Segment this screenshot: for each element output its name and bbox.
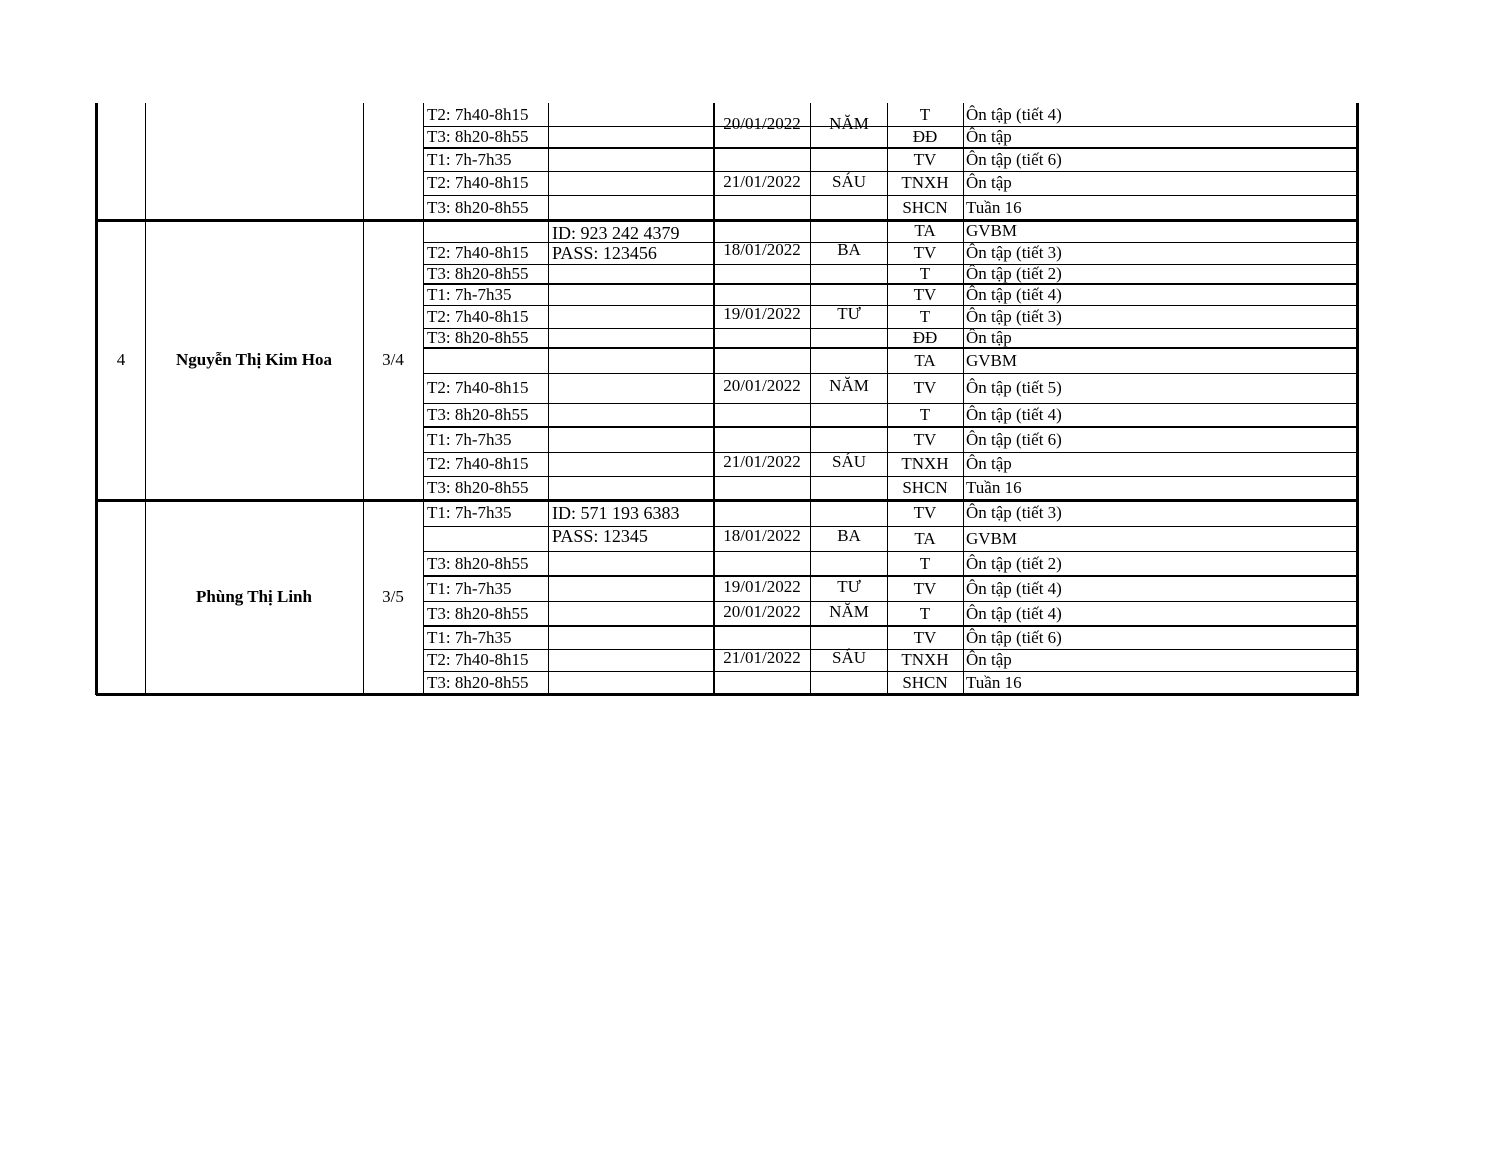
subject-code: T: [919, 604, 931, 623]
row-line: [423, 373, 1357, 374]
lesson-content: Ôn tập: [966, 173, 1012, 192]
col-divider-class: [363, 103, 364, 694]
period-time: T1: 7h-7h35: [427, 285, 512, 304]
col-divider-teacher: [145, 103, 146, 694]
lesson-content: Ôn tập (tiết 5): [966, 378, 1062, 397]
subject-code: T: [919, 264, 931, 283]
lesson-date: 21/01/2022: [723, 648, 801, 667]
period-time: T3: 8h20-8h55: [427, 478, 529, 497]
lesson-content: Ôn tập (tiết 3): [966, 243, 1062, 262]
subject-code: TV: [913, 503, 937, 522]
day-group-line: [423, 347, 1357, 349]
lesson-content: Ôn tập (tiết 4): [966, 604, 1062, 623]
table-border-bottom: [96, 693, 1359, 696]
col-divider-subject: [887, 103, 888, 694]
weekday: NĂM: [829, 114, 869, 133]
weekday: TƯ: [837, 577, 861, 596]
weekday: SÁU: [831, 452, 867, 471]
lesson-content: Ôn tập: [966, 328, 1012, 347]
subject-code: ĐĐ: [912, 328, 938, 347]
period-time: T2: 7h40-8h15: [427, 173, 529, 192]
subject-code: SHCN: [902, 198, 948, 217]
weekday: NĂM: [829, 602, 869, 621]
lesson-date: 20/01/2022: [723, 602, 801, 621]
weekday: SÁU: [831, 648, 867, 667]
subject-code: TV: [913, 243, 937, 262]
meeting-id: ID: 923 242 4379: [552, 223, 680, 243]
period-time: T2: 7h40-8h15: [427, 307, 529, 326]
lesson-content: Tuần 16: [966, 478, 1022, 497]
period-time: T1: 7h-7h35: [427, 150, 512, 169]
lesson-content: Ôn tập: [966, 127, 1012, 146]
class-name: 3/5: [382, 587, 404, 606]
period-time: T2: 7h40-8h15: [427, 454, 529, 473]
weekday: SÁU: [831, 172, 867, 191]
row-line: [423, 476, 1357, 477]
subject-code: TV: [913, 378, 937, 397]
period-time: T3: 8h20-8h55: [427, 554, 529, 573]
row-line: [423, 126, 1357, 127]
period-time: T2: 7h40-8h15: [427, 378, 529, 397]
subject-code: TV: [913, 285, 937, 304]
subject-code: TV: [913, 579, 937, 598]
col-divider-period: [423, 103, 424, 694]
period-time: T1: 7h-7h35: [427, 430, 512, 449]
row-line: [423, 305, 1357, 306]
teacher-name: Nguyễn Thị Kim Hoa: [175, 350, 333, 369]
lesson-content: Ôn tập: [966, 650, 1012, 669]
subject-code: SHCN: [902, 673, 948, 692]
subject-code: T: [919, 307, 931, 326]
subject-code: TNXH: [901, 173, 949, 192]
subject-code: TV: [913, 150, 937, 169]
day-group-line: [423, 625, 1357, 627]
lesson-date: 19/01/2022: [723, 577, 801, 596]
meeting-password: PASS: 123456: [552, 243, 657, 263]
period-time: T1: 7h-7h35: [427, 503, 512, 522]
col-divider-link: [548, 103, 549, 694]
row-line: [423, 403, 1357, 404]
lesson-content: Ôn tập (tiết 4): [966, 285, 1062, 304]
meeting-id: ID: 571 193 6383: [552, 503, 680, 523]
subject-code: TA: [914, 351, 936, 370]
period-time: T1: 7h-7h35: [427, 628, 512, 647]
lesson-content: Ôn tập (tiết 6): [966, 430, 1062, 449]
row-line: [423, 601, 1357, 602]
subject-code: TNXH: [901, 650, 949, 669]
lesson-date: 19/01/2022: [723, 304, 801, 323]
subject-code: TV: [913, 628, 937, 647]
lesson-date: 18/01/2022: [723, 240, 801, 259]
row-line: [423, 671, 1357, 672]
teacher-block-line: [96, 499, 1357, 502]
lesson-date: 20/01/2022: [723, 114, 801, 133]
weekday: BA: [837, 526, 861, 545]
row-line: [423, 195, 1357, 196]
subject-code: TA: [914, 221, 936, 240]
day-group-line: [423, 575, 1357, 577]
subject-code: T: [919, 405, 931, 424]
row-line: [423, 264, 1357, 265]
period-time: T3: 8h20-8h55: [427, 127, 529, 146]
table-border-right: [1356, 103, 1359, 695]
lesson-content: Ôn tập (tiết 4): [966, 405, 1062, 424]
subject-code: T: [919, 554, 931, 573]
lesson-content: Ôn tập: [966, 454, 1012, 473]
lesson-content: GVBM: [966, 529, 1018, 548]
col-divider-date: [713, 103, 715, 694]
teacher-block-line: [96, 219, 1357, 222]
weekday: NĂM: [829, 376, 869, 395]
meeting-password: PASS: 12345: [552, 526, 648, 546]
period-time: T3: 8h20-8h55: [427, 405, 529, 424]
row-line: [423, 328, 1357, 329]
period-time: T2: 7h40-8h15: [427, 243, 529, 262]
period-time: T3: 8h20-8h55: [427, 328, 529, 347]
subject-code: TV: [913, 430, 937, 449]
lesson-date: 21/01/2022: [723, 452, 801, 471]
period-time: T3: 8h20-8h55: [427, 604, 529, 623]
lesson-date: 21/01/2022: [723, 172, 801, 191]
period-time: T1: 7h-7h35: [427, 579, 512, 598]
lesson-content: Ôn tập (tiết 6): [966, 628, 1062, 647]
subject-code: TA: [914, 529, 936, 548]
lesson-content: Ôn tập (tiết 2): [966, 264, 1062, 283]
period-time: T2: 7h40-8h15: [427, 105, 529, 124]
lesson-content: Tuần 16: [966, 198, 1022, 217]
row-number: 4: [116, 350, 126, 369]
lesson-content: Ôn tập (tiết 3): [966, 307, 1062, 326]
period-time: T3: 8h20-8h55: [427, 264, 529, 283]
row-line: [423, 452, 1357, 453]
subject-code: SHCN: [902, 478, 948, 497]
lesson-content: Ôn tập (tiết 3): [966, 503, 1062, 522]
row-line: [423, 551, 1357, 552]
lesson-date: 20/01/2022: [723, 376, 801, 395]
weekday: BA: [837, 240, 861, 259]
teacher-name: Phùng Thị Linh: [196, 587, 312, 606]
lesson-content: Ôn tập (tiết 2): [966, 554, 1062, 573]
day-group-line: [423, 147, 1357, 149]
class-name: 3/4: [382, 350, 404, 369]
lesson-content: Ôn tập (tiết 6): [966, 150, 1062, 169]
col-divider-content: [963, 103, 964, 694]
row-line: [423, 171, 1357, 172]
lesson-content: Tuần 16: [966, 673, 1022, 692]
lesson-content: Ôn tập (tiết 4): [966, 579, 1062, 598]
day-group-line: [423, 283, 1357, 285]
lesson-content: Ôn tập (tiết 4): [966, 105, 1062, 124]
period-time: T2: 7h40-8h15: [427, 650, 529, 669]
table-border-left: [95, 103, 98, 695]
period-time: T3: 8h20-8h55: [427, 198, 529, 217]
weekday: TƯ: [837, 304, 861, 323]
lesson-content: GVBM: [966, 351, 1018, 370]
col-divider-day: [810, 103, 811, 694]
period-time: T3: 8h20-8h55: [427, 673, 529, 692]
subject-code: T: [919, 105, 931, 124]
lesson-date: 18/01/2022: [723, 526, 801, 545]
row-line: [423, 649, 1357, 650]
subject-code: TNXH: [901, 454, 949, 473]
day-group-line: [423, 426, 1357, 428]
subject-code: ĐĐ: [912, 127, 938, 146]
lesson-content: GVBM: [966, 221, 1018, 240]
